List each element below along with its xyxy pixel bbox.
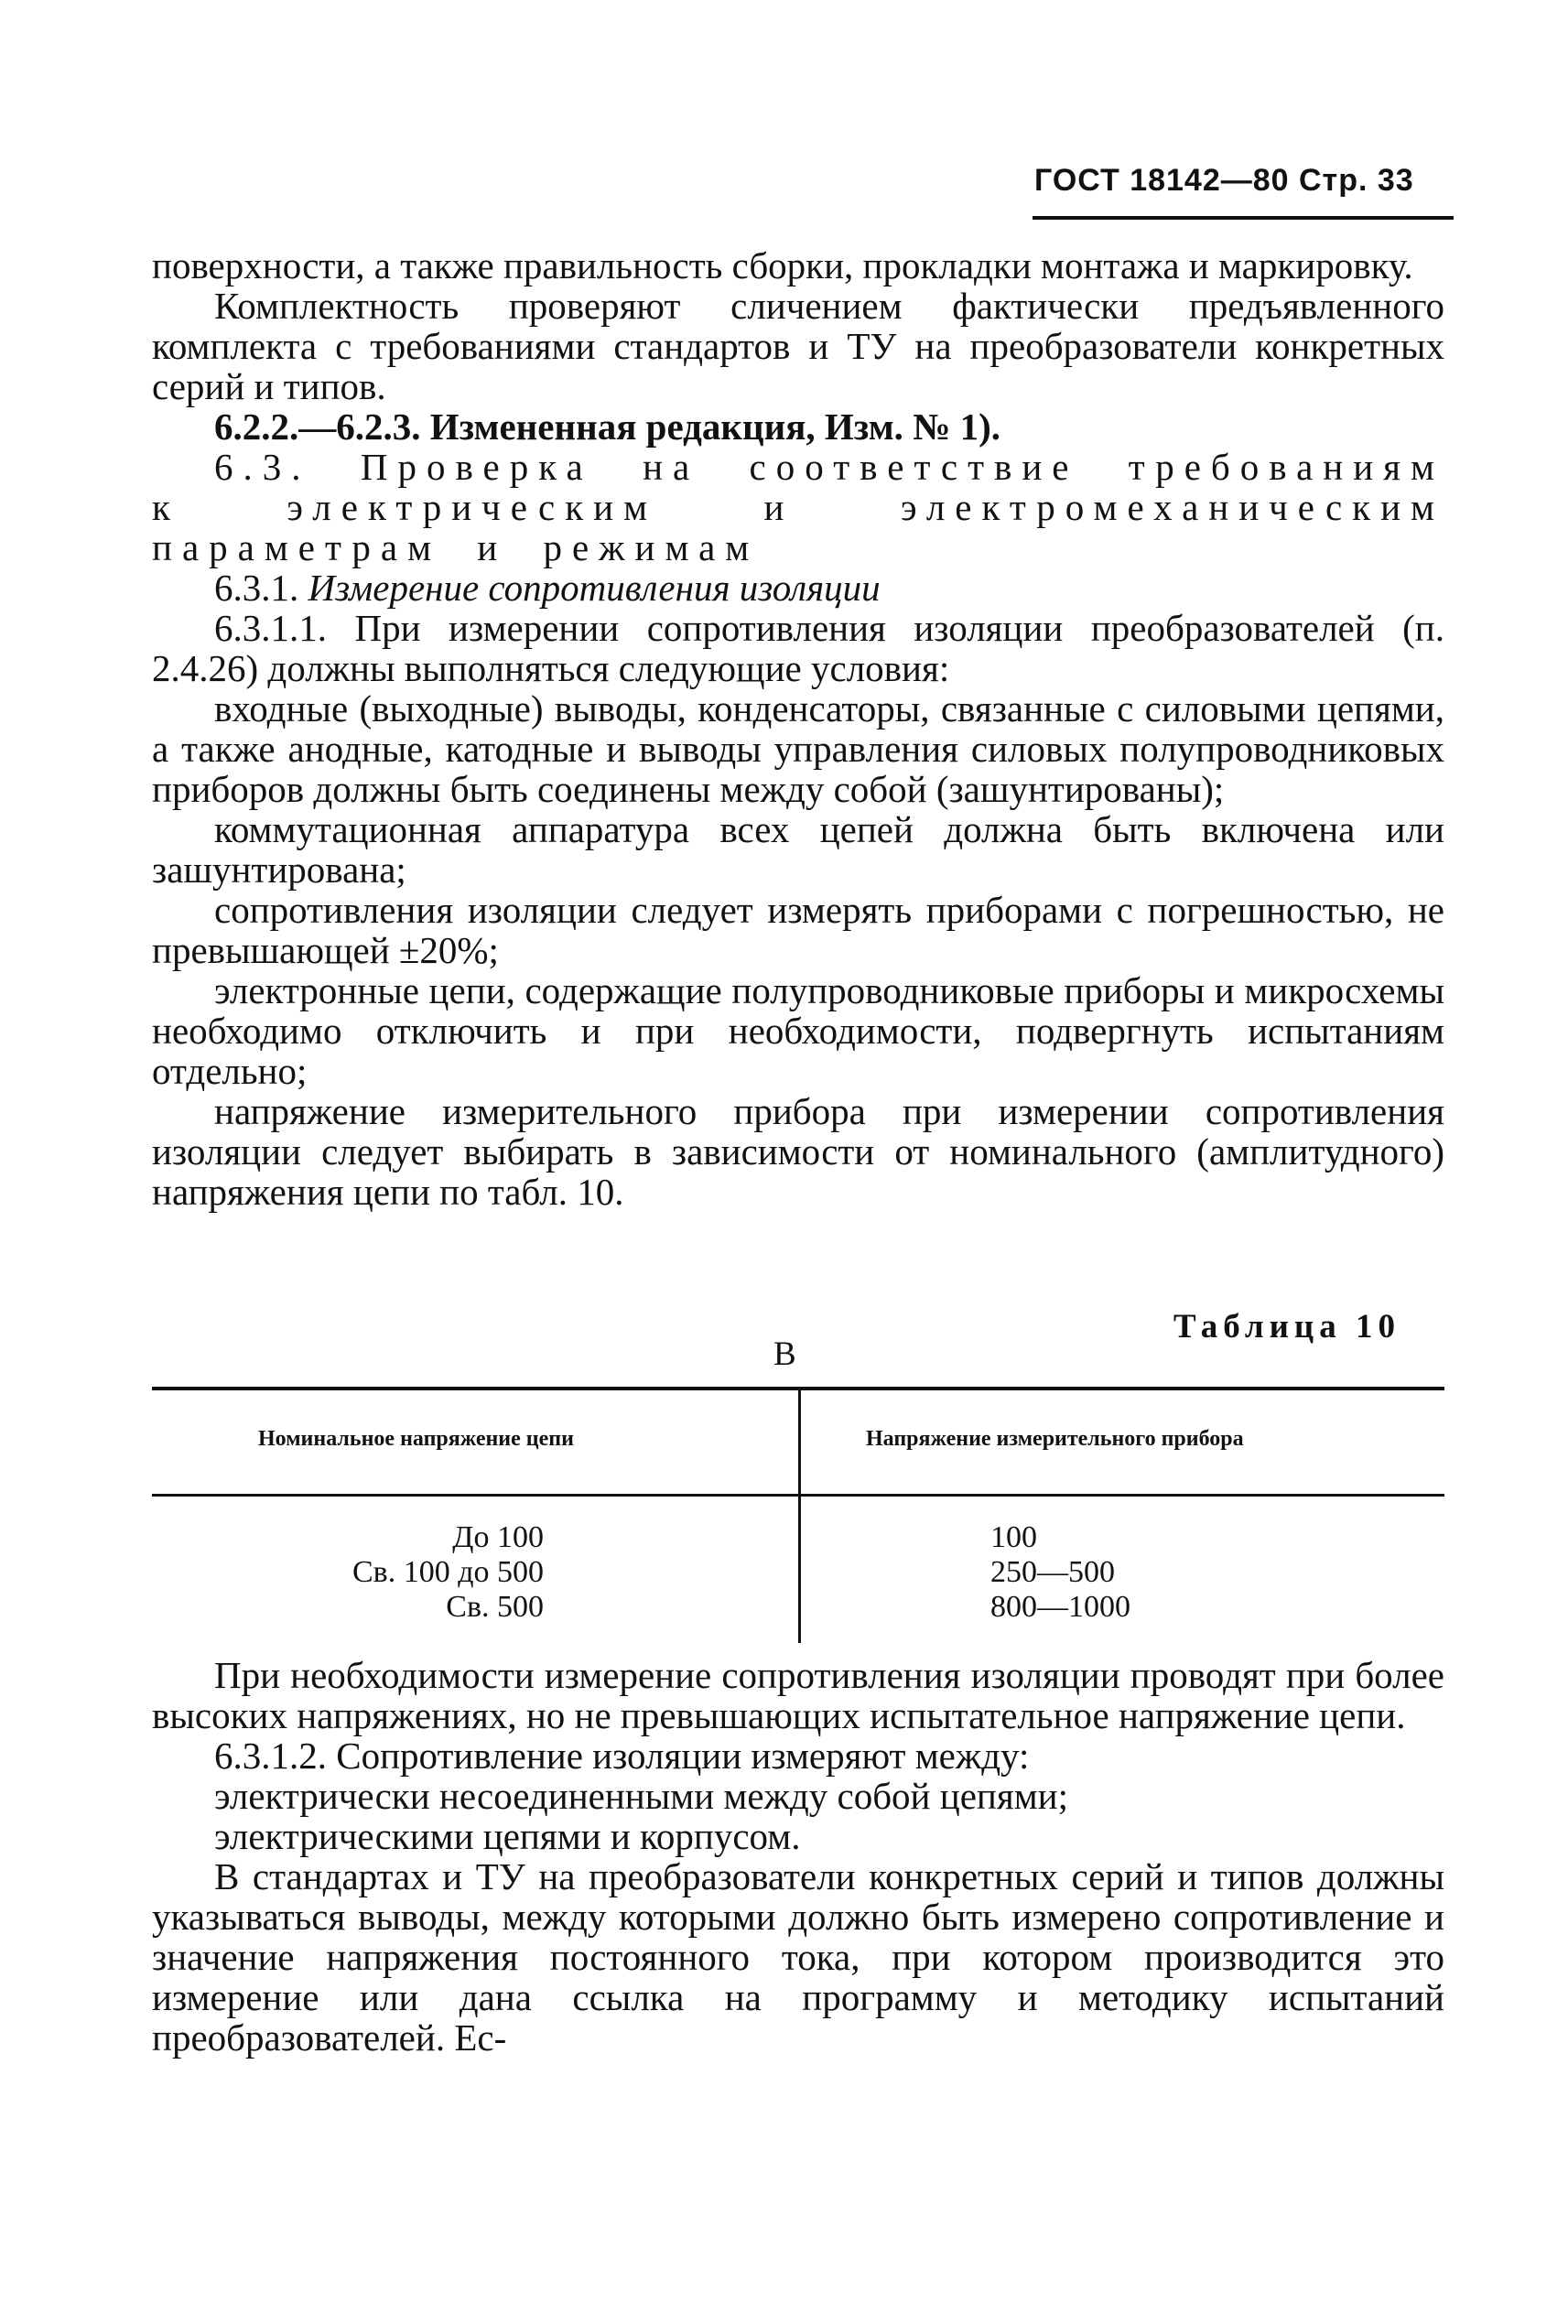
paragraph: 6.3.1.2. Сопротивление изоляции измеряют между:: [214, 1735, 1030, 1777]
voltage-table: [152, 1387, 1444, 1646]
table-cell: 100: [990, 1520, 1037, 1554]
list-item: электрически несоединенными между собой цепями;: [214, 1775, 1068, 1817]
table-cell: Св. 500: [446, 1590, 544, 1624]
table-header-rule: [152, 1494, 1444, 1497]
table-column-nominal: [342, 1520, 544, 1625]
header-rule: [1033, 216, 1454, 220]
list-item: коммутационная аппаратура всех цепей должна быть включена или зашунтирована;: [152, 808, 1444, 891]
subsection-heading: [152, 567, 1444, 608]
table-header-nominal-voltage: Номинальное напряжение цепи: [258, 1427, 574, 1451]
table-header-instrument-voltage: Напряжение измерительного прибора: [866, 1427, 1244, 1451]
subsection-number: 6.3.1.: [214, 567, 299, 609]
list-item: входные (выходные) выводы, конденсаторы, связанные с силовыми цепями, а также анодные, катодные и выводы управления силовых полупроводниковых приборов должны быть соединены между собой (зашунтированы);: [152, 687, 1444, 810]
table-cell: 800—1000: [990, 1590, 1130, 1624]
table-cell: До 100: [452, 1520, 544, 1554]
list-item: напряжение измерительного прибора при измерении сопротивления изоляции следует выбирать в зависимости от номинального (амплитудного) напряжения цепи по табл. 10.: [152, 1090, 1444, 1213]
body-text-bottom: [152, 1655, 1444, 2058]
paragraph: Комплектность проверяют сличением фактически предъявленного комплекта с требованиями стандартов и ТУ на преобразователи конкретных серий и типов.: [152, 285, 1444, 407]
table-cell: 250—500: [990, 1555, 1115, 1589]
list-item: сопротивления изоляции следует измерять приборами с погрешностью, не превышающей ±20%;: [152, 889, 1444, 971]
subsection-title: Измерение сопротивления изоляции: [308, 567, 881, 609]
table-column-divider: [798, 1390, 801, 1643]
paragraph: При необходимости измерение сопротивления изоляции проводят при более высоких напряжениях, но не превышающих испытательное напряжение цепи.: [152, 1654, 1444, 1736]
body-text-top: [152, 245, 1444, 1212]
table-cell: Св. 100 до 500: [351, 1555, 544, 1589]
table-unit: В: [773, 1335, 796, 1373]
list-item: электронные цепи, содержащие полупроводниковые приборы и микросхемы необходимо отключить и при необходимости, подвергнуть испытаниям отдельно;: [152, 969, 1444, 1092]
section-heading: 6.3. Проверка на соответствие требованиям к электрическим и электромеханическим параметрам и режимам: [152, 446, 1444, 568]
paragraph: поверхности, а также правильность сборки, прокладки монтажа и маркировку.: [152, 244, 1413, 286]
paragraph: В стандартах и ТУ на преобразователи конкретных серий и типов должны указываться выводы, между которыми должно быть измерено сопротивление и значение напряжения постоянного тока, при котором производится это измерение или дана ссылка на программу и методику испытаний преобразователей. Ес-: [152, 1855, 1444, 2059]
table-column-instrument: [990, 1520, 1130, 1625]
list-item: электрическими цепями и корпусом.: [214, 1815, 801, 1857]
paragraph: 6.3.1.1. При измерении сопротивления изоляции преобразователей (п. 2.4.26) должны выполняться следующие условия:: [152, 607, 1444, 689]
page-header: ГОСТ 18142—80 Стр. 33: [1034, 163, 1414, 198]
table-caption: Таблица 10: [1173, 1308, 1400, 1346]
amendment-note: 6.2.2.—6.2.3. Измененная редакция, Изм. № 1).: [214, 405, 1000, 448]
